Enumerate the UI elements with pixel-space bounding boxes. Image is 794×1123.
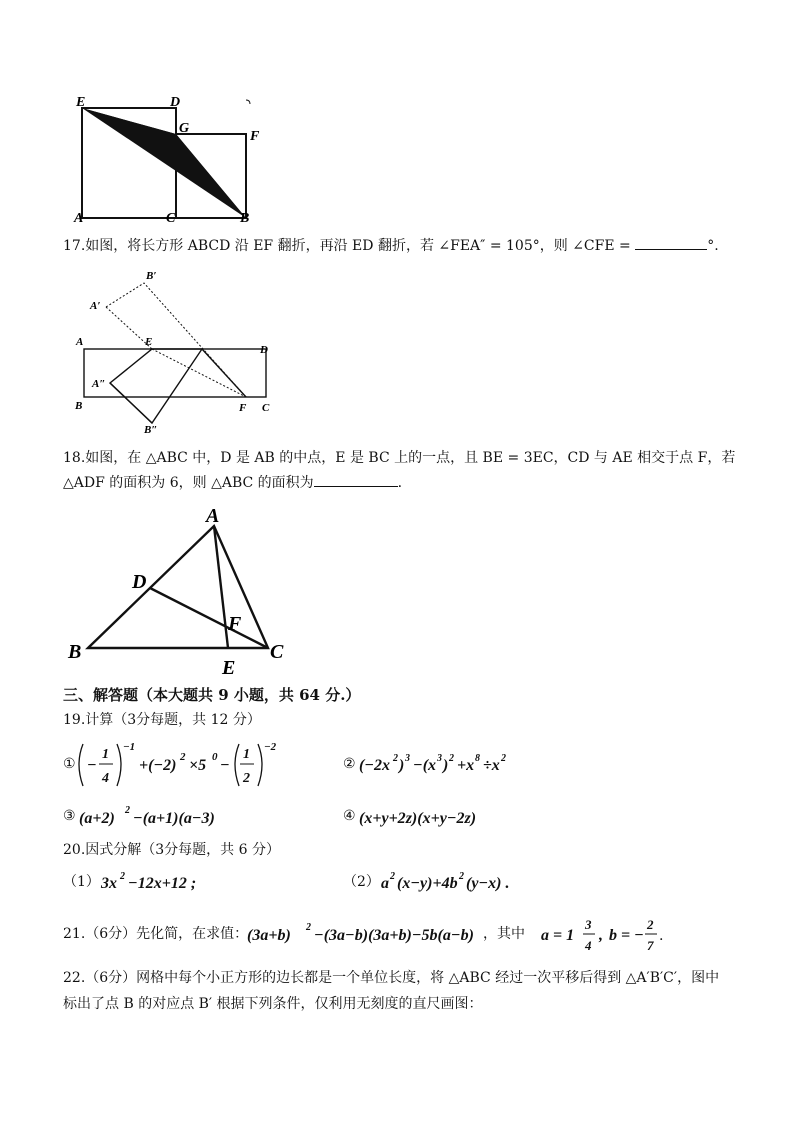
question-18-line1 xyxy=(63,446,735,470)
q20-item-1-marker: （1） xyxy=(63,874,100,890)
label-F: F xyxy=(250,129,260,144)
svg-text:2: 2 xyxy=(501,753,506,764)
label-B: B xyxy=(68,641,82,663)
label-C: C xyxy=(262,402,270,414)
q21-suffix: . xyxy=(659,928,664,944)
svg-text:−2: −2 xyxy=(264,741,277,753)
svg-text:(3a+b): (3a+b) xyxy=(247,927,291,944)
q18-suffix: . xyxy=(397,475,403,491)
q19-item-4-marker: ④ xyxy=(343,808,356,824)
q18-number: 18. xyxy=(63,450,86,466)
svg-text:(x−y)+4b: (x−y)+4b xyxy=(397,875,458,892)
q20-item-1-expression xyxy=(99,868,259,898)
label-F: F xyxy=(228,613,242,635)
section-3-title: 三、解答题（本大题共 9 小题，共 64 分.） xyxy=(63,686,361,704)
q18-text-line2: △ADF 的面积为 6，则 △ABC 的面积为 xyxy=(63,475,314,491)
label-E: E xyxy=(76,95,86,110)
svg-text:−: − xyxy=(87,757,97,774)
svg-text:8: 8 xyxy=(475,753,480,764)
question-19-title: 19.计算（3分每题，共 12 分） xyxy=(63,712,261,728)
svg-text:2: 2 xyxy=(459,871,464,882)
svg-text:2: 2 xyxy=(449,753,454,764)
q19-item-1-expression xyxy=(77,738,327,794)
q21-mid: ，其中 xyxy=(483,926,525,942)
svg-text:2: 2 xyxy=(390,871,395,882)
label-A: A xyxy=(206,505,220,527)
svg-text:(a+2): (a+2) xyxy=(79,810,115,827)
label-A-prime: A′ xyxy=(90,300,101,312)
svg-text:(−2x: (−2x xyxy=(359,757,391,774)
svg-text:2: 2 xyxy=(125,805,130,816)
q18-answer-blank[interactable] xyxy=(314,472,398,487)
svg-text:÷x: ÷x xyxy=(483,757,500,774)
svg-text:−(3a−b)(3a+b)−5b(a−b): −(3a−b)(3a+b)−5b(a−b) xyxy=(314,927,474,944)
svg-text:−(a+1)(a−3): −(a+1)(a−3) xyxy=(133,810,215,827)
q20-item-2-marker: （2） xyxy=(343,874,380,890)
svg-text:−(x: −(x xyxy=(413,757,437,774)
q20-item-2-expression xyxy=(379,868,559,898)
label-C: C xyxy=(270,641,284,663)
svg-text:2: 2 xyxy=(120,871,125,882)
question-22-line2: 标出了点 B 的对应点 B′ 根据下列条件，仅利用无刻度的直尺画图： xyxy=(63,996,483,1012)
svg-text:4: 4 xyxy=(102,771,109,786)
svg-text:(x+y+2z)(x+y−2z): (x+y+2z)(x+y−2z) xyxy=(359,810,477,827)
question-17 xyxy=(63,234,719,258)
svg-text:4: 4 xyxy=(585,938,592,953)
figure-folded-rectangles xyxy=(70,90,270,230)
label-B-double-prime: B″ xyxy=(144,424,158,435)
svg-text:3x: 3x xyxy=(101,875,117,892)
q19-item-1-marker: ① xyxy=(63,756,76,772)
svg-text:): ) xyxy=(399,757,405,774)
label-B: B xyxy=(75,400,83,412)
svg-text:1: 1 xyxy=(243,747,250,762)
svg-text:7: 7 xyxy=(647,938,654,953)
svg-text:3: 3 xyxy=(405,753,410,764)
svg-text:2: 2 xyxy=(306,922,311,933)
q19-item-4-expression xyxy=(357,801,557,833)
svg-text:3: 3 xyxy=(585,917,592,932)
q19-item-3-marker: ③ xyxy=(63,808,76,824)
label-B-prime: B′ xyxy=(146,270,157,282)
label-D: D xyxy=(260,344,268,356)
label-D: D xyxy=(132,571,147,593)
svg-text:2: 2 xyxy=(180,751,186,763)
label-B: B xyxy=(240,211,250,226)
q17-suffix: °. xyxy=(707,238,719,254)
svg-text:−12x+12 ;: −12x+12 ; xyxy=(128,875,197,892)
q19-item-2-expression xyxy=(357,748,557,782)
svg-text:,: , xyxy=(599,927,603,944)
q18-text-line1: 如图，在 △ABC 中，D 是 AB 的中点，E 是 BC 上的一点，且 BE = 3EC，CD 与 AE 相交于点 F，若 xyxy=(85,450,736,466)
question-22-line1: 22.（6分）网格中每个小正方形的边长都是一个单位长度，将 △ABC 经过一次平移后得到 △A′B′C′，图中 xyxy=(63,970,720,986)
question-18-line2 xyxy=(63,471,402,495)
q19-item-2-marker: ② xyxy=(343,756,356,772)
svg-text:(y−x) .: (y−x) . xyxy=(466,875,510,892)
figure-q17-folding xyxy=(72,265,282,435)
question-21 xyxy=(63,912,703,956)
label-D: D xyxy=(170,95,181,110)
q19-item-3-expression xyxy=(77,801,277,833)
svg-text:−: − xyxy=(220,757,230,774)
svg-text:a: a xyxy=(381,875,389,892)
label-G: G xyxy=(179,121,190,136)
label-C: C xyxy=(166,211,176,226)
label-A: A xyxy=(74,211,84,226)
svg-text:2: 2 xyxy=(243,771,250,786)
svg-text:+x: +x xyxy=(457,757,475,774)
svg-text:×5: ×5 xyxy=(189,757,207,774)
svg-text:3: 3 xyxy=(437,753,442,764)
q17-answer-blank[interactable] xyxy=(635,235,707,250)
label-A-double-prime: A″ xyxy=(92,378,106,390)
figure-q18-triangle xyxy=(64,502,304,680)
q21-prefix: 21.（6分）先化简，在求值： xyxy=(63,926,249,942)
label-A: A xyxy=(76,336,84,348)
svg-text:): ) xyxy=(443,757,449,774)
svg-text:2: 2 xyxy=(393,753,398,764)
svg-text:−1: −1 xyxy=(123,741,136,753)
label-F: F xyxy=(239,402,247,414)
svg-text:+(−2): +(−2) xyxy=(139,757,177,774)
svg-text:0: 0 xyxy=(212,751,218,763)
q17-text: 如图，将长方形 ABCD 沿 EF 翻折，再沿 ED 翻折，若 ∠FEA″ = 105°，则 ∠CFE = xyxy=(85,238,636,254)
q21-values xyxy=(539,912,679,956)
label-E: E xyxy=(222,657,236,679)
q17-number: 17. xyxy=(63,238,86,254)
svg-text:2: 2 xyxy=(647,917,654,932)
label-E: E xyxy=(145,336,153,348)
svg-text:b = −: b = − xyxy=(609,927,644,944)
svg-text:a = 1: a = 1 xyxy=(541,927,575,944)
question-20-title: 20.因式分解（3分每题，共 6 分） xyxy=(63,842,280,858)
svg-text:1: 1 xyxy=(102,747,109,762)
